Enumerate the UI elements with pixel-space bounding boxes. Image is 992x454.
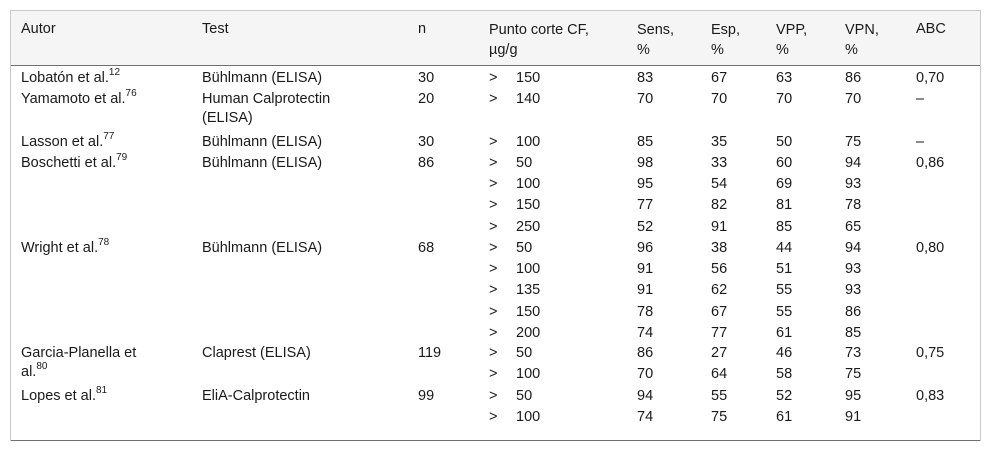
- greater-than-symbol: >: [489, 240, 498, 256]
- header-punto-corte: Punto corte CF, µg/g: [489, 22, 589, 58]
- cell-test: EliA-Calprotectin: [202, 388, 310, 404]
- reference-number: 76: [125, 88, 137, 100]
- cell-punto-corte: > 50: [489, 388, 533, 404]
- greater-than-symbol: >: [489, 304, 498, 320]
- cell-vpn: 70: [845, 91, 862, 107]
- cell-vpn: 91: [845, 409, 862, 425]
- cell-punto-corte: > 50: [489, 240, 533, 256]
- greater-than-symbol: >: [489, 219, 498, 235]
- greater-than-symbol: >: [489, 134, 498, 150]
- cell-vpp: 61: [776, 325, 793, 341]
- cell-abc: 0,70: [916, 70, 945, 86]
- cell-autor: Lopes et al.$^{81}$: [21, 385, 108, 404]
- greater-than-symbol: >: [489, 366, 498, 382]
- header-abc: ABC: [916, 21, 946, 37]
- cell-sens: 70: [637, 366, 654, 382]
- cell-esp: 38: [711, 240, 728, 256]
- cell-punto-corte: > 200: [489, 325, 541, 341]
- table-header: [11, 11, 980, 66]
- greater-than-symbol: >: [489, 261, 498, 277]
- results-table: [10, 10, 981, 441]
- cell-autor: Yamamoto et al.$^{76}$: [21, 88, 137, 107]
- cell-vpp: 52: [776, 388, 793, 404]
- cell-vpp: 63: [776, 70, 793, 86]
- cell-vpn: 94: [845, 240, 862, 256]
- cell-test: Bühlmann (ELISA): [202, 155, 323, 171]
- cell-vpn: 93: [845, 176, 862, 192]
- cell-sens: 96: [637, 240, 654, 256]
- cell-vpp: 50: [776, 134, 793, 150]
- cell-punto-corte: > 100: [489, 176, 541, 192]
- cell-esp: 27: [711, 345, 728, 361]
- cell-esp: 67: [711, 304, 728, 320]
- header-n: n: [418, 21, 427, 37]
- reference-number: 12: [108, 67, 121, 79]
- reference-number: 78: [98, 237, 110, 249]
- cell-vpn: 93: [845, 261, 862, 277]
- cell-sens: 98: [637, 155, 654, 171]
- cell-esp: 67: [711, 70, 728, 86]
- cell-vpn: 95: [845, 388, 862, 404]
- greater-than-symbol: >: [489, 176, 498, 192]
- cell-vpp: 81: [776, 197, 793, 213]
- cell-punto-corte: > 100: [489, 409, 541, 425]
- cell-abc: 0,80: [916, 240, 945, 256]
- cell-abc: –: [916, 91, 925, 107]
- cell-vpp: 69: [776, 176, 793, 192]
- cell-test: Bühlmann (ELISA): [202, 134, 323, 150]
- cell-vpn: 73: [845, 345, 862, 361]
- greater-than-symbol: >: [489, 197, 498, 213]
- greater-than-symbol: >: [489, 282, 498, 298]
- header-sens: Sens, %: [637, 22, 675, 58]
- cell-sens: 74: [637, 409, 654, 425]
- header-esp: Esp, %: [711, 22, 741, 58]
- cell-test: Human Calprotectin (ELISA): [202, 91, 331, 126]
- cell-n: 30: [418, 134, 435, 150]
- cell-n: 20: [418, 91, 435, 107]
- cell-sens: 78: [637, 304, 654, 320]
- cell-autor: Wright et al.$^{78}$: [21, 237, 110, 256]
- cell-sens: 94: [637, 388, 654, 404]
- greater-than-symbol: >: [489, 155, 498, 171]
- cell-vpn: 65: [845, 219, 862, 235]
- cell-sens: 74: [637, 325, 654, 341]
- cell-vpn: 86: [845, 70, 862, 86]
- cell-sens: 95: [637, 176, 654, 192]
- greater-than-symbol: >: [489, 345, 498, 361]
- cell-esp: 64: [711, 366, 728, 382]
- reference-number: 81: [95, 385, 108, 397]
- header-vpp: VPP, %: [776, 22, 808, 58]
- cell-vpn: 86: [845, 304, 862, 320]
- cell-vpp: 46: [776, 345, 793, 361]
- cell-vpp: 70: [776, 91, 793, 107]
- header-test: Test: [202, 21, 229, 37]
- cell-vpn: 94: [845, 155, 862, 171]
- header-vpn: VPN, %: [845, 22, 879, 58]
- cell-vpp: 51: [776, 261, 793, 277]
- cell-autor: Lobatón et al.$^{12}$: [21, 67, 121, 86]
- cell-sens: 52: [637, 219, 654, 235]
- greater-than-symbol: >: [489, 409, 498, 425]
- cell-esp: 33: [711, 155, 728, 171]
- cell-esp: 56: [711, 261, 728, 277]
- cell-sens: 86: [637, 345, 654, 361]
- cell-n: 119: [418, 345, 442, 361]
- cell-sens: 70: [637, 91, 654, 107]
- cell-sens: 91: [637, 261, 654, 277]
- reference-number: 79: [116, 152, 128, 164]
- cell-autor: Lasson et al.$^{77}$: [21, 131, 115, 150]
- cell-vpp: 55: [776, 304, 793, 320]
- cell-punto-corte: > 135: [489, 282, 541, 298]
- cell-sens: 85: [637, 134, 654, 150]
- cell-sens: 91: [637, 282, 654, 298]
- cell-abc: –: [916, 134, 925, 150]
- cell-punto-corte: > 150: [489, 197, 541, 213]
- cell-punto-corte: > 100: [489, 261, 541, 277]
- greater-than-symbol: >: [489, 388, 498, 404]
- cell-vpp: 58: [776, 366, 793, 382]
- greater-than-symbol: >: [489, 325, 498, 341]
- cell-punto-corte: > 140: [489, 91, 541, 107]
- greater-than-symbol: >: [489, 91, 498, 107]
- cell-esp: 55: [711, 388, 728, 404]
- reference-number: 80: [36, 361, 48, 373]
- cell-test: Bühlmann (ELISA): [202, 240, 323, 256]
- cell-n: 30: [418, 70, 435, 86]
- cell-abc: 0,83: [916, 388, 945, 404]
- reference-number: 77: [103, 131, 115, 143]
- cell-vpn: 93: [845, 282, 862, 298]
- cell-esp: 70: [711, 91, 728, 107]
- cell-autor: Boschetti et al.$^{79}$: [21, 152, 128, 171]
- cell-vpn: 85: [845, 325, 862, 341]
- cell-esp: 35: [711, 134, 728, 150]
- cell-test: Bühlmann (ELISA): [202, 70, 323, 86]
- cell-autor: Garcia-Planella et al.$^{80}$: [21, 345, 137, 380]
- cell-punto-corte: > 150: [489, 304, 541, 320]
- cell-esp: 91: [711, 219, 728, 235]
- cell-punto-corte: > 100: [489, 134, 541, 150]
- cell-vpp: 55: [776, 282, 793, 298]
- cell-punto-corte: > 250: [489, 219, 541, 235]
- cell-vpp: 44: [776, 240, 793, 256]
- cell-punto-corte: > 50: [489, 345, 533, 361]
- cell-vpn: 75: [845, 366, 862, 382]
- cell-sens: 77: [637, 197, 654, 213]
- cell-vpp: 85: [776, 219, 793, 235]
- cell-n: 86: [418, 155, 435, 171]
- cell-esp: 54: [711, 176, 728, 192]
- cell-esp: 62: [711, 282, 728, 298]
- cell-esp: 75: [711, 409, 728, 425]
- cell-sens: 83: [637, 70, 654, 86]
- cell-abc: 0,86: [916, 155, 945, 171]
- header-autor: Autor: [21, 21, 56, 37]
- cell-vpp: 61: [776, 409, 793, 425]
- cell-vpn: 78: [845, 197, 862, 213]
- cell-test: Claprest (ELISA): [202, 345, 311, 361]
- cell-n: 99: [418, 388, 435, 404]
- cell-n: 68: [418, 240, 435, 256]
- cell-esp: 82: [711, 197, 728, 213]
- cell-punto-corte: > 50: [489, 155, 533, 171]
- cell-esp: 77: [711, 325, 728, 341]
- bottom-rule: [11, 440, 980, 441]
- cell-punto-corte: > 100: [489, 366, 541, 382]
- cell-vpn: 75: [845, 134, 862, 150]
- greater-than-symbol: >: [489, 70, 498, 86]
- cell-punto-corte: > 150: [489, 70, 541, 86]
- cell-abc: 0,75: [916, 345, 945, 361]
- cell-vpp: 60: [776, 155, 793, 171]
